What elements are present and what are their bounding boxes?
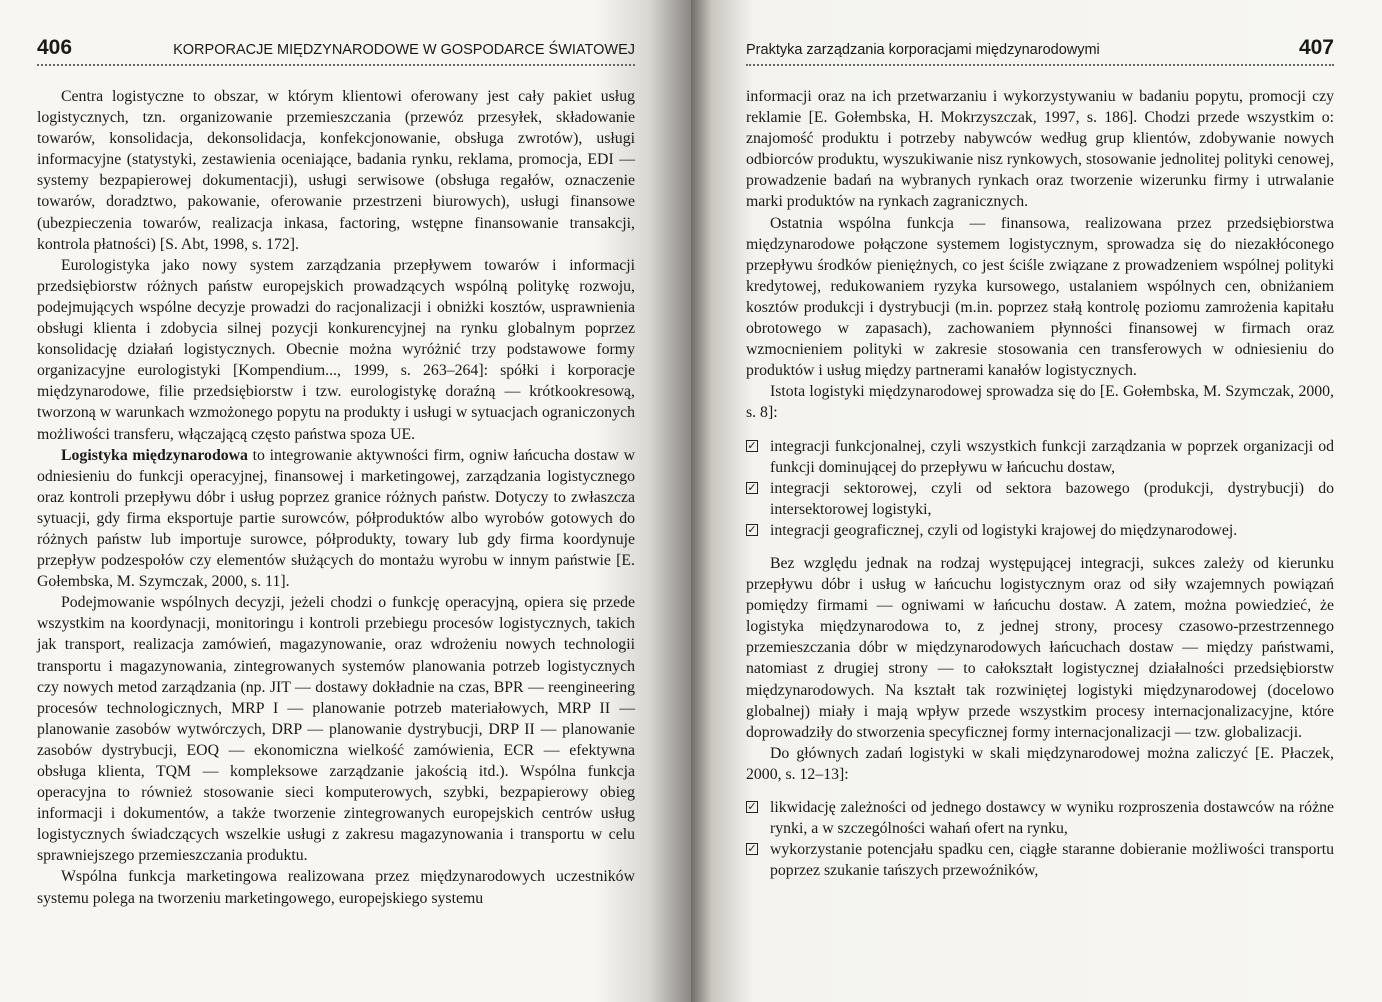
running-title: Praktyka zarządzania korporacjami międzynarodowymi bbox=[746, 42, 1100, 58]
list-item: ✓ integracji funkcjonalnej, czyli wszystkich funkcji zarządzania w poprzek organizacji od funkcji dominującej do przepływu w łańcuchu dostaw, bbox=[747, 437, 1334, 476]
paragraph: Ostatnia wspólna funkcja — finansowa, realizowana przez przedsiębiorstwa międzynarodowe połączone systemem logistycznym, sprowadza się do niezakłóconego przepływu środków pieniężnych, co jest ściśle związane z prowadzeniem wspólnej polityki kredytowej, redukowaniem ryzyka kursowego, ustalaniem wspólnych cen, obniżaniem kosztów produkcji i dystrybucji (m.in. poprzez stałą kontrolę poziomu zamrożenia kapitału obrotowego w zapasach), zachowaniem płynności finansowej w firmach oraz wzmocnieniem polityki w zakresie stosowania cen transferowych w odniesieniu do produktów i usług między partnerami kanałów logistycznych. bbox=[746, 214, 1334, 380]
left-body-text bbox=[37, 86, 635, 909]
paragraph-definition bbox=[37, 445, 635, 593]
paragraph: Podejmowanie wspólnych decyzji, jeżeli chodzi o funkcję operacyjną, opiera się przede wszystkim na koordynacji, monitoringu i kontroli przebiegu procesów logistycznych, takich jak transport, realizacja zamówień, magazynowanie, oraz wdrożeniu nowych technologii transportu i magazynowania, zintegrowanych systemów planowania potrzeb logistycznych czy nowych metod zarządzania (np. JIT — dostawy dokładnie na czas, BPR — reengineering procesów technologicznych, MRP I — planowanie potrzeb materiałowych, MRP II — planowanie zasobów wytwórczych, DRP — planowanie dystrybucji, DRP II — planowanie zasobów dystrybucji, EOQ — ekonomiczna wielkość zamówienia, ECR — efektywna obsługa klienta, TQM — kompleksowe zarządzanie jakością itd.). Wspólna funkcja operacyjna to również stosowanie sieci komputerowych, szybki, bezpapierowy obieg informacji i dokumentów, a także tworzenie zintegrowanych europejskich centrów usług logistycznych świadczących wszelkie usługi z zakresu magazynowania i transportu w celu sprawniejszego przemieszczania produktu. bbox=[37, 594, 635, 865]
right-body-text bbox=[746, 86, 1334, 881]
checklist-tasks bbox=[746, 797, 1334, 881]
running-title: KORPORACJE MIĘDZYNARODOWE W GOSPODARCE ŚWIATOWEJ bbox=[173, 42, 635, 58]
definition-text: to integrowanie aktywności firm, ogniw łańcucha dostaw w odniesieniu do funkcji operacyjnej, finansowej i marketingowej, zarządzania logistycznego oraz kontroli przepływu dóbr i usług poprzez granice różnych państw. Dotyczy to zwłaszcza sytuacji, gdy firma eksportuje partie surowców, półproduktów albo wyrobów gotowych do różnych państw lub importuje surowce, półprodukty, towary lub gdy firma koordynuje przepływ podzespołów czy elementów służących do montażu wyrobu w innym państwie [E. Gołembska, M. Szymczak, 2000, s. 11]. bbox=[37, 446, 635, 591]
checkbox-icon: ✓ bbox=[747, 522, 757, 536]
checklist-essence bbox=[746, 436, 1334, 541]
checkbox-icon: ✓ bbox=[747, 480, 757, 494]
checkbox-icon: ✓ bbox=[747, 800, 757, 813]
paragraph: Centra logistyczne to obszar, w którym klientowi oferowany jest cały pakiet usług logistycznych, tzn. organizowanie przemieszczania (przewóz przesyłek, składowanie towarów, konsolidacja, dekonsolidacja, konfekcjonowanie, obsługa zwrotów), usługi informacyjne (statystyki, zestawienia oceniające, badania rynku, reklama, promocja, EDI — systemy bezpapierowej dokumentacji), usługi serwisowe (obsługa regałów, oznaczenie towarów, doradztwo, pakowanie, oferowanie przestrzeni biurowych), usługi finansowe (ubezpieczenia towarów, realizacja inkasa, factoring, wstępne finansowanie transakcji, kontrola płatności) [S. Abt, 1998, s. 172]. bbox=[37, 88, 635, 253]
paragraph: Wspólna funkcja marketingowa realizowana przez międzynarodowych uczestników systemu polega na tworzeniu marketingowego, europejskiego systemu bbox=[37, 868, 635, 907]
bold-term: Logistyka międzynarodowa bbox=[61, 446, 248, 464]
page-number: 406 bbox=[37, 36, 73, 59]
list-item: ✓ wykorzystanie potencjału spadku cen, ciągłe staranne dobieranie możliwości transportu poprzez szukanie tańszych przewoźników, bbox=[747, 841, 1334, 880]
dotted-rule bbox=[37, 64, 635, 66]
checkbox-icon: ✓ bbox=[747, 438, 757, 452]
list-item: ✓ integracji geograficznej, czyli od logistyki krajowej do międzynarodowej. bbox=[747, 521, 1238, 539]
paragraph: Eurologistyka jako nowy system zarządzania przepływem towarów i informacji przedsiębiorstw różnych państw europejskich prowadzących wspólną politykę rozwoju, podejmujących wspólne decyzje prowadzi do racjonalizacji i obniżki kosztów, usprawnienia obsługi klienta i zdobycia silnej pozycji konkurencyjnej na rynku globalnym poprzez konsolidację działań logistycznych. Obecnie można wyróżnić trzy podstawowe formy organizacyjne eurologistyki [Kompendium..., 1999, s. 263–264]: spółki i korporacje międzynarodowe, filie przedsiębiorstw i tzw. eurologistykę doraźną — krótkookresową, tworzoną w warunkach wzmożonego popytu na produkty i usługi w sytuacjach ograniczonych możliwości transferu, włączającą często państwa spoza UE. bbox=[37, 256, 635, 443]
page-number: 407 bbox=[1298, 36, 1334, 59]
paragraph: Istota logistyki międzynarodowej sprowadza się do [E. Gołembska, M. Szymczak, 2000, s. 8]: bbox=[746, 383, 1334, 422]
list-item: ✓ likwidację zależności od jednego dostawcy w wyniku rozproszenia dostawców na różne rynki, a w szczególności wahań ofert na rynku, bbox=[747, 799, 1334, 838]
list-item: ✓ integracji sektorowej, czyli od sektora bazowego (produkcji, dystrybucji) do intersektorowej logistyki, bbox=[747, 479, 1334, 518]
paragraph: informacji oraz na ich przetwarzaniu i wykorzystywaniu w badaniu popytu, promocji czy reklamie [E. Gołembska, H. Mokrzyszczak, 1997, s. 186]. Chodzi przede wszystkim o: znajomość produktu i potrzeby nabywców według grup klientów, zdobywanie nowych odbiorców produktu, wyszukiwanie nisz rynkowych, stosowanie jednolitej polityki cenowej, prowadzenie badań na wybranych rynkach oraz tworzenie wizerunku firmy i utrwalanie marki produktów na rynkach zagranicznych. bbox=[746, 88, 1334, 211]
checkbox-icon: ✓ bbox=[747, 842, 757, 856]
running-head-right bbox=[746, 36, 1334, 62]
running-head-left bbox=[37, 36, 635, 62]
dotted-rule bbox=[746, 64, 1334, 66]
right-page bbox=[691, 0, 1382, 1002]
paragraph: Do głównych zadań logistyki w skali międzynarodowej można zaliczyć [E. Płaczek, 2000, s. 12–13]: bbox=[746, 744, 1334, 783]
paragraph: Bez względu jednak na rodzaj występującej integracji, sukces zależy od kierunku przepływu dóbr i usług w łańcuchu logistycznym oraz od siły wzajemnych powiązań pomiędzy firmami — ogniwami w łańcuchu dostaw. A zatem, można powiedzieć, że logistyka międzynarodowa to, z jednej strony, procesy czasowo-przestrzennego przemieszczania dóbr w międzynarodowych łańcuchach dostaw — między państwami, natomiast z drugiej strony — to całokształt logistycznej działalności przedsiębiorstw międzynarodowych. Na kształt tak rozwiniętej logistyki międzynarodowej (docelowo globalnej) miały i mają wpływ przede wszystkim procesy internacjonalizacyjne, które doprowadziły do stworzenia specyficznej formy internacjonalizacji — tzw. globalizacji. bbox=[746, 554, 1334, 741]
